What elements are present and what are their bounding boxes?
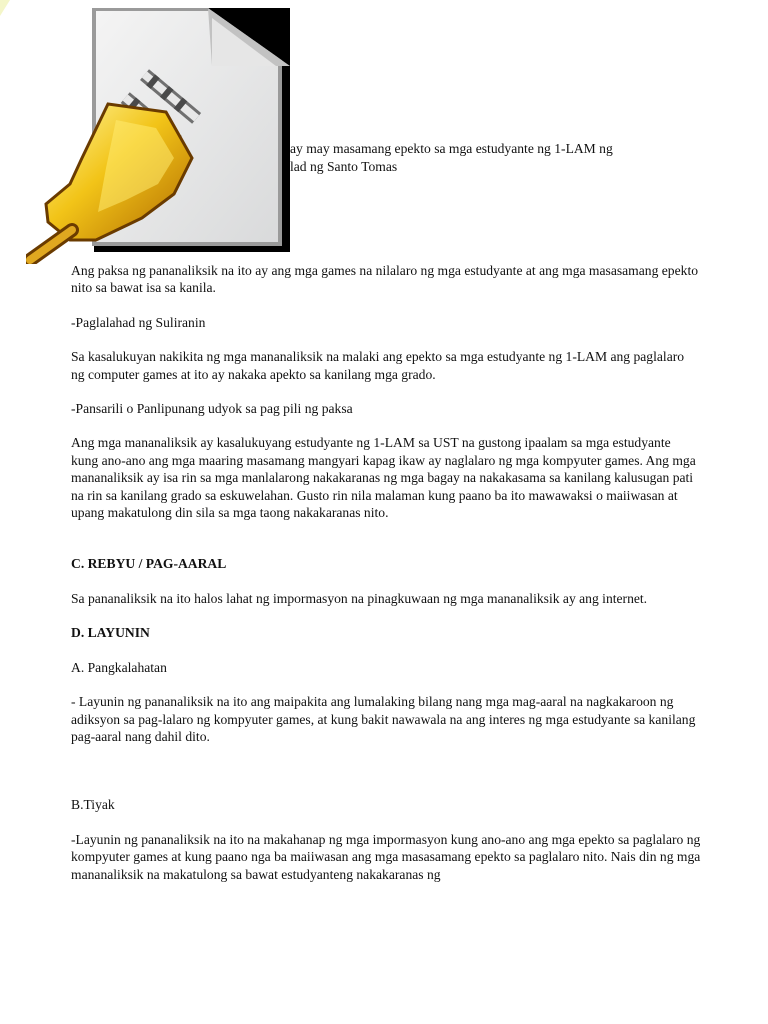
paksa-paragraph: Ang paksa ng pananaliksik na ito ay ang mga games na nilalaro ng mga estudyante at ang mga masasamang epekto nito sa bawat isa sa kanila. (71, 263, 699, 296)
mananaliksik-paragraph: Ang mga mananaliksik ay kasalukuyang estudyante ng 1-LAM sa UST na gustong ipaalam sa mga estudyante kung ano-ano ang mga maaring masamang mangyari kapag ikaw ay naglalaro ng mga kompyuter games. Ang mga mananaliksik ay isa rin sa mga manlalarong nakakaranas ng mga bagay na nakakasama sa kanilang kalusugan pati na rin sa kanilang grado sa eskuwelahan. Gusto rin nila malaman kung paano ba ito mawawaksi o maiiwasan at upang makatulong din sila sa mga taong nakakaranas nito. (71, 435, 696, 521)
document-body (71, 262, 701, 900)
tiyak-heading: B.Tiyak (71, 797, 115, 813)
paglalahad-heading: -Paglalahad ng Suliranin (71, 314, 206, 330)
intro-line-1: ay may masamang epekto sa mga estudyante ng 1-LAM ng (290, 141, 613, 156)
pangkalahatan-paragraph: - Layunin ng pananaliksik na ito ang maipakita ang lumalaking bilang nang mga mag-aaral na nagkakaroon ng adiksyon sa pag-lalaro ng kompyuter games, at kung bakit nawawala na ang interes ng mga estudyante sa kanilang pag-aaral nang dahil dito. (71, 694, 696, 744)
pangkalahatan-heading: A. Pangkalahatan (71, 659, 167, 675)
rebyu-heading: C. REBYU / PAG-AARAL (71, 556, 227, 572)
kasalukuyan-paragraph: Sa kasalukuyan nakikita ng mga mananaliksik na malaki ang epekto sa mga estudyante ng 1-LAM ang paglalaro ng computer games at ito ay nakaka apekto sa kanilang mga grado. (71, 349, 685, 382)
intro-line-2: lad ng Santo Tomas (290, 159, 398, 174)
rebyu-paragraph: Sa pananaliksik na ito halos lahat ng impormasyon na pinagkuwaan ng mga mananaliksik ay ang internet. (71, 590, 648, 606)
corner-mark (0, 0, 10, 16)
pansarili-heading: -Pansarili o Panlipunang udyok sa pag pili ng paksa (71, 401, 353, 417)
layunin-heading: D. LAYUNIN (71, 625, 150, 641)
missing-plugin-icon[interactable] (26, 8, 290, 264)
tiyak-paragraph: -Layunin ng pananaliksik na ito na makahanap ng mga impormasyon kung ano-ano ang mga epekto sa paglalaro ng kompyuter games at kung paano nga ba maiiwasan ang mga masasamang epekto sa paglalaro nito. Nais din ng mga mananaliksik na makatulong sa bawat estudyanteng nakakaranas ng (71, 831, 701, 882)
